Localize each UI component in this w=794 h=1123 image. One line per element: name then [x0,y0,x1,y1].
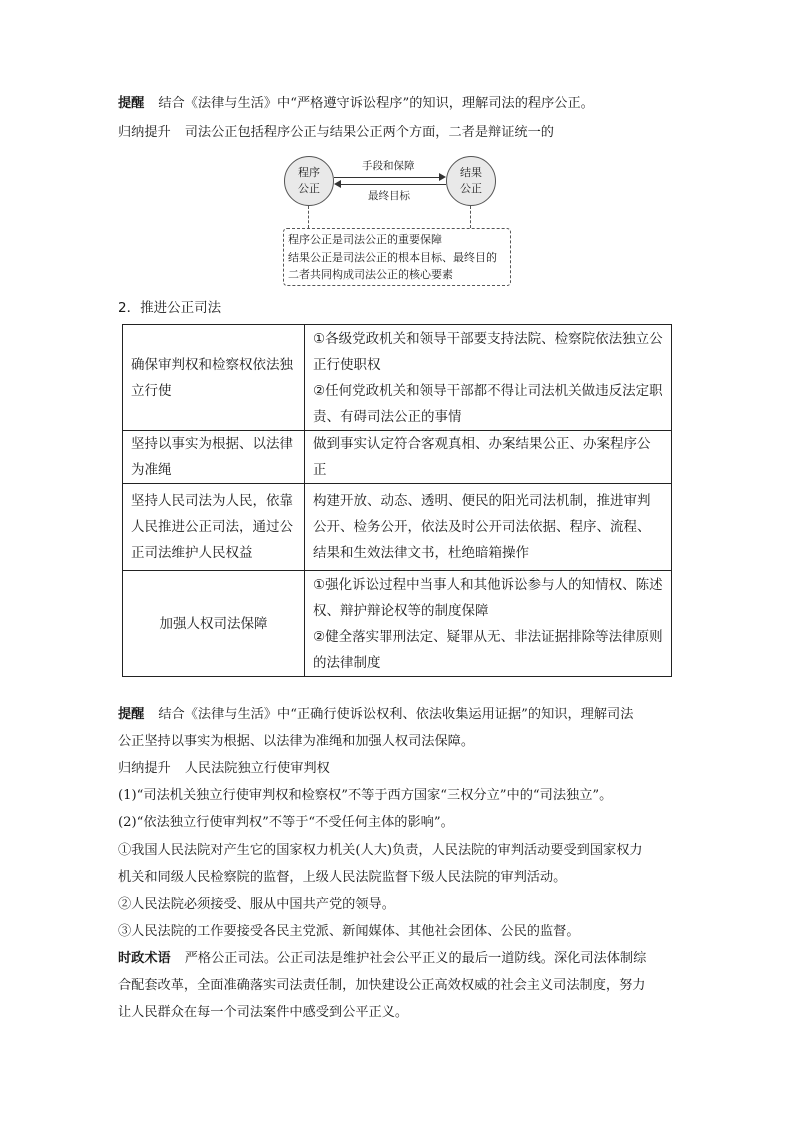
table-row [123,571,672,677]
section-title: 2．推进公正司法 [118,300,222,316]
justice-explanation-box: 程序公正是司法公正的重要保障 结果公正是司法公正的根本目标、最终目的 二者共同构成司法公正的核心要素 [283,228,511,286]
summary-label: 归纳提升 [118,761,171,776]
table-cell-left: 坚持以事实为根据、以法律为准绳 [123,431,305,484]
right-dashed-connector [470,206,471,228]
remind-paragraph-1 [118,95,594,113]
summary-paragraph-1 [118,124,554,142]
point-1: (1)“司法机关独立行使审判权和检察权”不等于西方国家“三权分立”中的“司法独立”。 [118,788,613,803]
top-arrow-label: 手段和保障 [362,160,415,172]
politics-label: 时政术语 [118,951,171,966]
table-cell-left: 坚持人民司法为人民，依靠人民推进公正司法，通过公正司法维护人民权益 [123,484,305,571]
table-cell-left: 确保审判权和检察权依法独立行使 [123,325,305,431]
bottom-arrow-line [341,184,446,185]
politics-paragraph-cont-1: 合配套改革，全面准确落实司法责任制，加快建设公正高效权威的社会主义司法制度，努力 [118,978,646,993]
remind-label: 提醒 [118,707,145,722]
remind-label: 提醒 [118,96,145,111]
table-row [123,325,672,431]
point-4: ②人民法院必须接受、服从中国共产党的领导。 [118,897,395,912]
table-cell-right: ①强化诉讼过程中当事人和其他诉讼参与人的知情权、陈述权、辩护辩论权等的制度保障 ②健全落实罪刑法定、疑罪从无、非法证据排除等法律原则的法律制度 [305,571,672,677]
summary-label: 归纳提升 [118,125,171,140]
table-row [123,484,672,571]
summary-text: 人民法院独立行使审判权 [184,761,330,776]
point-3-cont: 机关和同级人民检察院的监督，上级人民法院监督下级人民法院的审判活动。 [118,870,567,885]
bottom-arrow-label: 最终目标 [368,190,410,202]
politics-text: 严格公正司法。公正司法是维护社会公平正义的最后一道防线。深化司法体制综 [184,951,647,966]
point-3: ①我国人民法院对产生它的国家权力机关(人大)负责，人民法院的审判活动要受到国家权力 [118,843,643,858]
justice-table [122,324,672,677]
left-dashed-connector [308,206,309,228]
summary-text: 司法公正包括程序公正与结果公正两个方面，二者是辩证统一的 [184,125,554,140]
remind-text: 结合《法律与生活》中“正确行使诉讼权利、依法收集运用证据”的知识，理解司法 [158,707,634,722]
result-justice-circle: 结果 公正 [446,156,496,206]
right-arrowhead-icon [439,173,446,181]
remind-paragraph-2-cont: 公正坚持以事实为根据、以法律为准绳和加强人权司法保障。 [118,734,475,749]
table-cell-right: 构建开放、动态、透明、便民的阳光司法机制，推进审判公开、检务公开，依法及时公开司法依据、程序、流程、结果和生效法律文书，杜绝暗箱操作 [305,484,672,571]
summary-paragraph-2 [118,760,330,778]
remind-text: 结合《法律与生活》中“严格遵守诉讼程序”的知识，理解司法的程序公正。 [158,96,594,111]
politics-paragraph [118,950,646,968]
left-arrowhead-icon [334,180,341,188]
remind-paragraph-2 [118,706,633,724]
procedural-justice-circle: 程序 公正 [284,156,334,206]
table-row [123,431,672,484]
politics-paragraph-cont-2: 让人民群众在每一个司法案件中感受到公平正义。 [118,1005,409,1020]
point-2: (2)“依法独立行使审判权”不等于“不受任何主体的影响”。 [118,815,454,830]
table-cell-left: 加强人权司法保障 [123,571,305,677]
top-arrow-line [334,177,439,178]
table-cell-right: 做到事实认定符合客观真相、办案结果公正、办案程序公正 [305,431,672,484]
point-5: ③人民法院的工作要接受各民主党派、新闻媒体、其他社会团体、公民的监督。 [118,924,580,939]
table-cell-right: ①各级党政机关和领导干部要支持法院、检察院依法独立公正行使职权 ②任何党政机关和领导干部都不得让司法机关做违反法定职责、有碍司法公正的事情 [305,325,672,431]
